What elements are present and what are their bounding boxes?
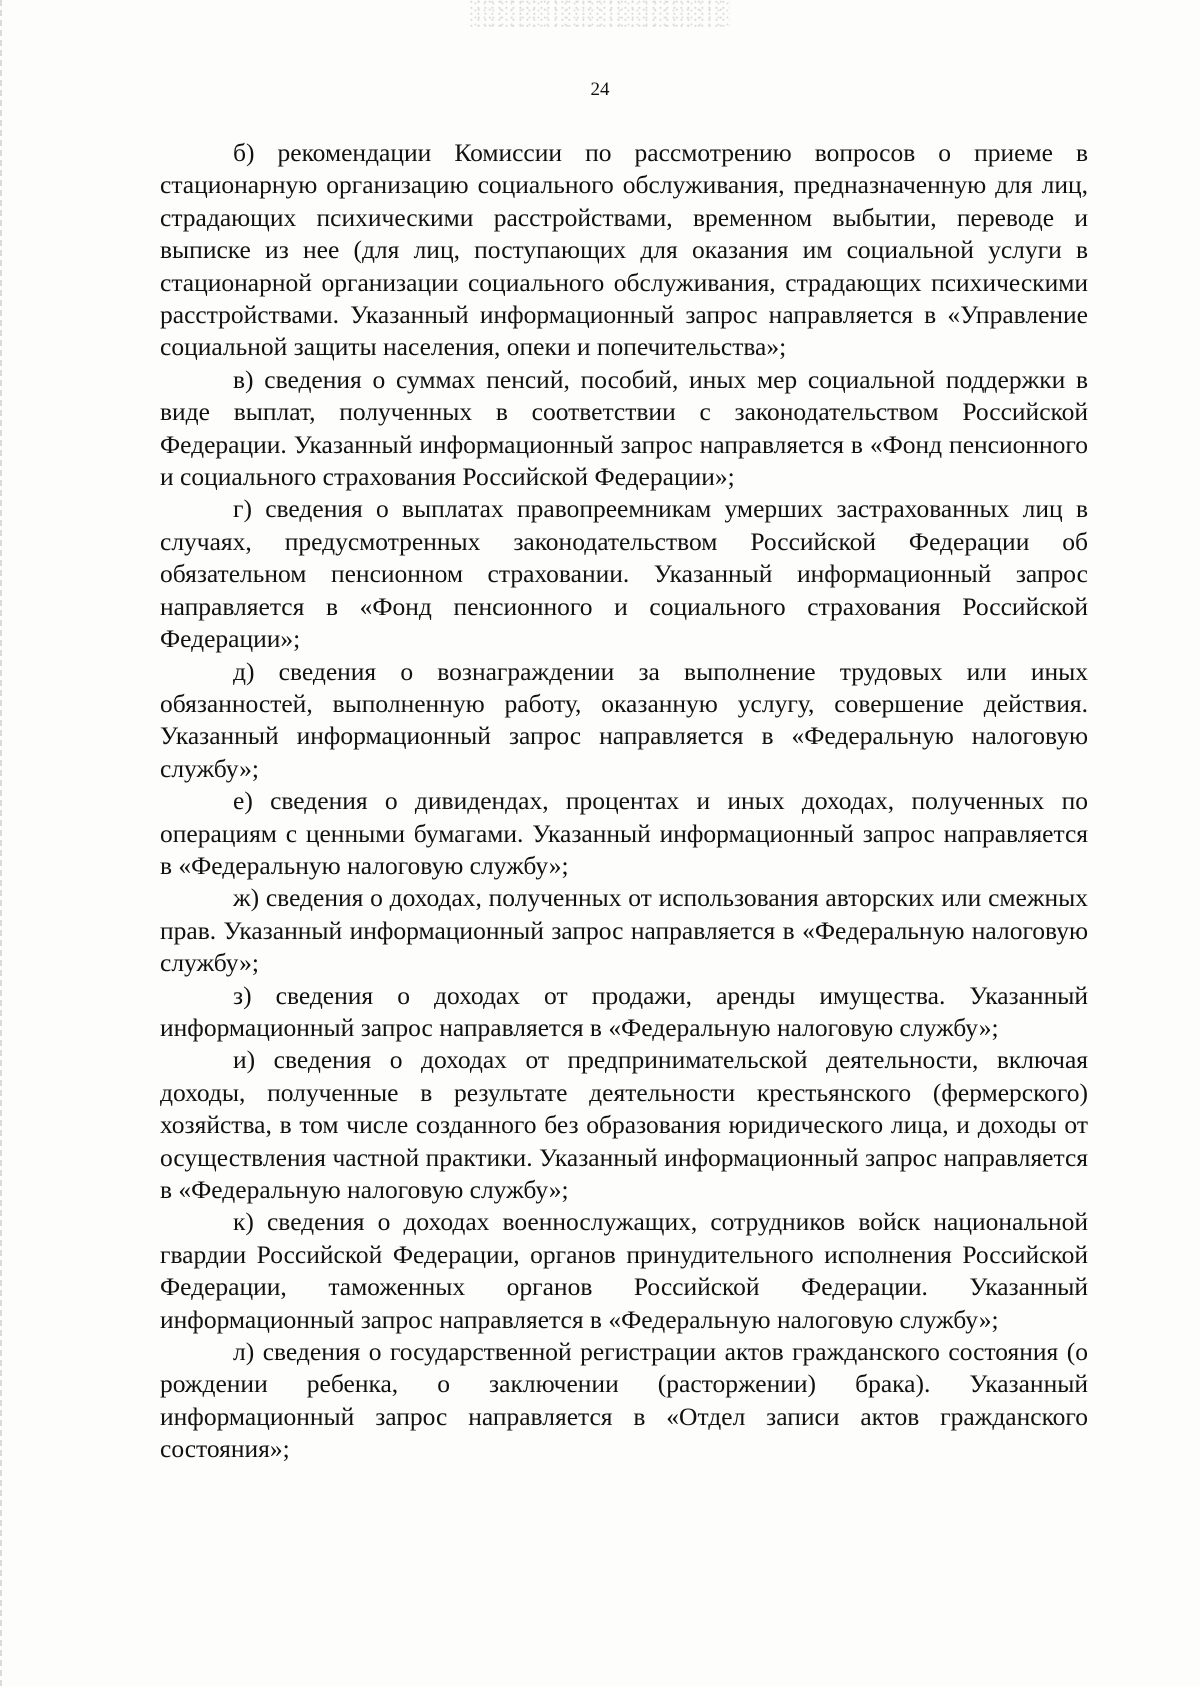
paragraph-k: к) сведения о доходах военнослужащих, сотрудников войск национальной гвардии Российской Федерации, органов принудительного исполнения Российской Федерации, таможенных органов Российской Федерации. Указанный информационный запрос направляется в «Федеральную налоговую службу»;	[160, 1207, 1088, 1334]
paragraph-zh: ж) сведения о доходах, полученных от использования авторских или смежных прав. Указанный информационный запрос направляется в «Федеральную налоговую службу»;	[160, 883, 1088, 978]
scan-artifact	[470, 0, 730, 30]
paragraph-v: в) сведения о суммах пенсий, пособий, иных мер социальной поддержки в виде выплат, полученных в соответствии с законодательством Российской Федерации. Указанный информационный запрос направляется в «Фонд пенсионного и социального страхования Российской Федерации»;	[160, 364, 1088, 492]
paragraph-d: д) сведения о вознаграждении за выполнение трудовых или иных обязанностей, выполненную работу, оказанную услугу, совершение действия. Указанный информационный запрос направляется в «Федеральную налоговую службу»;	[160, 656, 1088, 783]
paragraph-b: б) рекомендации Комиссии по рассмотрению вопросов о приеме в стационарную организацию социального обслуживания, предназначенную для лиц, страдающих психическими расстройствами, временном выбытии, переводе и выписке из нее (для лиц, поступающих для оказания им социальной услуги в стационарной организации социального обслуживания, страдающих психическими расстройствами. Указанный информационный запрос направляется в «Управление социальной защиты населения, опеки и попечительства»;	[160, 138, 1088, 362]
paragraph-g: г) сведения о выплатах правопреемникам умерших застрахованных лиц в случаях, предусмотренных законодательством Российской Федерации об обязательном пенсионном страховании. Указанный информационный запрос направляется в «Фонд пенсионного и социального страхования Российской Федерации»;	[160, 494, 1088, 654]
paragraph-i: и) сведения о доходах от предпринимательской деятельности, включая доходы, полученные в результате деятельности крестьянского (фермерского) хозяйства, в том числе созданного без образования юридического лица, и доходы от осуществления частной практики. Указанный информационный запрос направляется в «Федеральную налоговую службу»;	[160, 1045, 1088, 1204]
paragraph-z: з) сведения о доходах от продажи, аренды имущества. Указанный информационный запрос направляется в «Федеральную налоговую службу»;	[160, 980, 1088, 1042]
page-number: 24	[590, 79, 610, 100]
paragraph-l: л) сведения о государственной регистрации актов гражданского состояния (о рождении ребенка, о заключении (расторжении) брака). Указанный информационный запрос направляется в «Отдел записи актов гражданского состояния»;	[160, 1337, 1088, 1464]
document-body	[160, 137, 1088, 1466]
paragraph-e: е) сведения о дивидендах, процентах и иных доходах, полученных по операциям с ценными бумагами. Указанный информационный запрос направляется в «Федеральную налоговую службу»;	[160, 786, 1088, 880]
scan-edge	[0, 0, 6, 1686]
